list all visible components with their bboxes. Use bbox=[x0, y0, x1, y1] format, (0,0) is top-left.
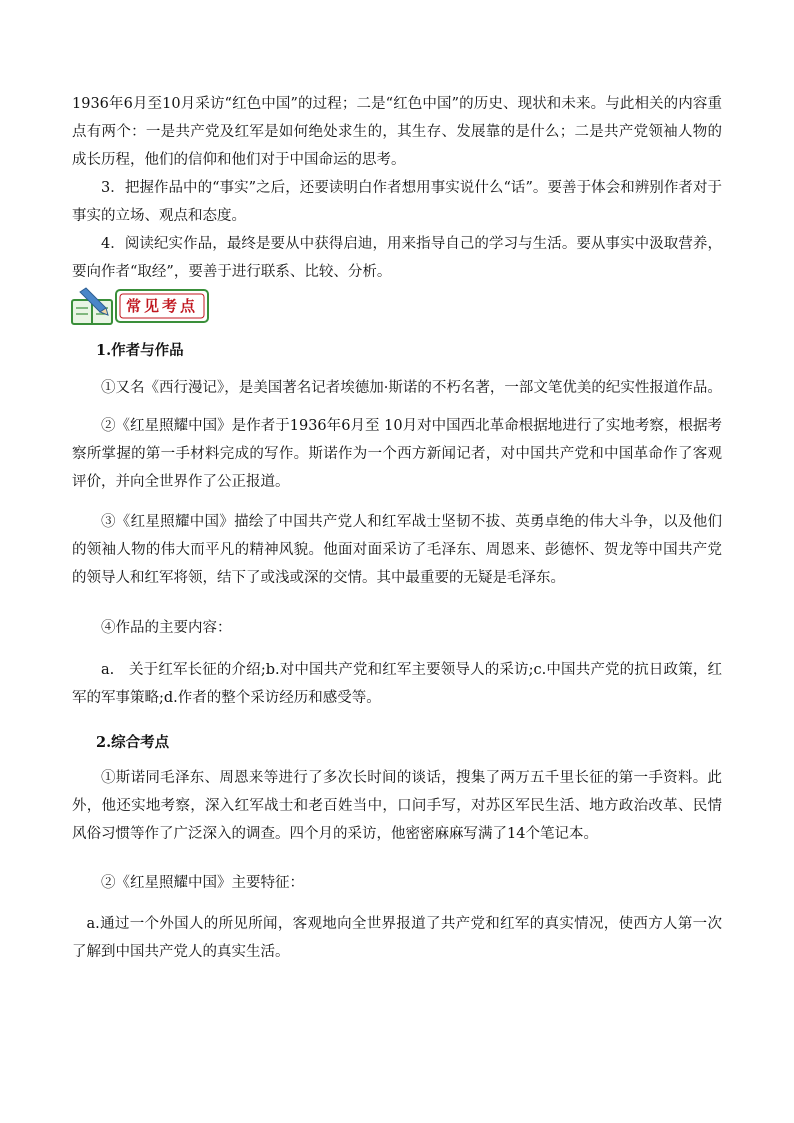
section-1-item-2: ②《红星照耀中国》是作者于1936年6月至 10月对中国西北革命根据地进行了实地考察，根据考察所掌握的第一手材料完成的写作。斯诺作为一个西方新闻记者，对中国共产党和中国革命作了客观评价，并向全世界作了公正报道。 bbox=[72, 418, 722, 490]
point-4-paragraph: 4．阅读纪实作品，最终是要从中获得启迪，用来指导自己的学习与生活。要从事实中汲取营养，要向作者“取经”，要善于进行联系、比较、分析。 bbox=[72, 236, 722, 280]
section-1-title: 1.作者与作品 bbox=[96, 342, 184, 359]
section-2-item-2: ②《红星照耀中国》主要特征： bbox=[101, 875, 304, 891]
section-2-title: 2.综合考点 bbox=[96, 734, 170, 751]
section-1-item-3: ③《红星照耀中国》描绘了中国共产党人和红军战士坚韧不拔、英勇卓绝的伟大斗争，以及他们的领袖人物的伟大而平凡的精神风貌。他面对面采访了毛泽东、周恩来、彭德怀、贺龙等中国共产党的领导人和红军将领，结下了或浅或深的交情。其中最重要的无疑是毛泽东。 bbox=[72, 514, 722, 586]
section-1-item-1: ①又名《西行漫记》，是美国著名记者埃德加·斯诺的不朽名著，一部文笔优美的纪实性报道作品。 bbox=[101, 380, 722, 396]
banner-title: 常见考点 bbox=[125, 297, 198, 315]
section-1-item-4a: a. 关于红军长征的介绍;b.对中国共产党和红军主要领导人的采访;c.中国共产党的抗日政策，红军的军事策略;d.作者的整个采访经历和感受等。 bbox=[72, 662, 722, 706]
section-2-item-1: ①斯诺同毛泽东、周恩来等进行了多次长时间的谈话，搜集了两万五千里长征的第一手资料。此外，他还实地考察，深入红军战士和老百姓当中，口问手写，对苏区军民生活、地方政治改革、民情风俗习惯等作了广泛深入的调查。四个月的采访，他密密麻麻写满了14个笔记本。 bbox=[72, 770, 722, 842]
intro-paragraph: 1936年6月至10月采访“红色中国”的过程；二是“红色中国”的历史、现状和未来。与此相关的内容重点有两个：一是共产党及红军是如何绝处求生的，其生存、发展靠的是什么；二是共产党领袖人物的成长历程，他们的信仰和他们对于中国命运的思考。 bbox=[72, 96, 722, 168]
section-1-item-4: ④作品的主要内容： bbox=[101, 620, 232, 636]
section-2-item-2a: a.通过一个外国人的所见所闻，客观地向全世界报道了共产党和红军的真实情况，使西方人第一次了解到中国共产党人的真实生活。 bbox=[72, 916, 722, 960]
point-3-paragraph: 3．把握作品中的“事实”之后，还要读明白作者想用事实说什么“话”。要善于体会和辨别作者对于事实的立场、观点和态度。 bbox=[72, 180, 722, 224]
